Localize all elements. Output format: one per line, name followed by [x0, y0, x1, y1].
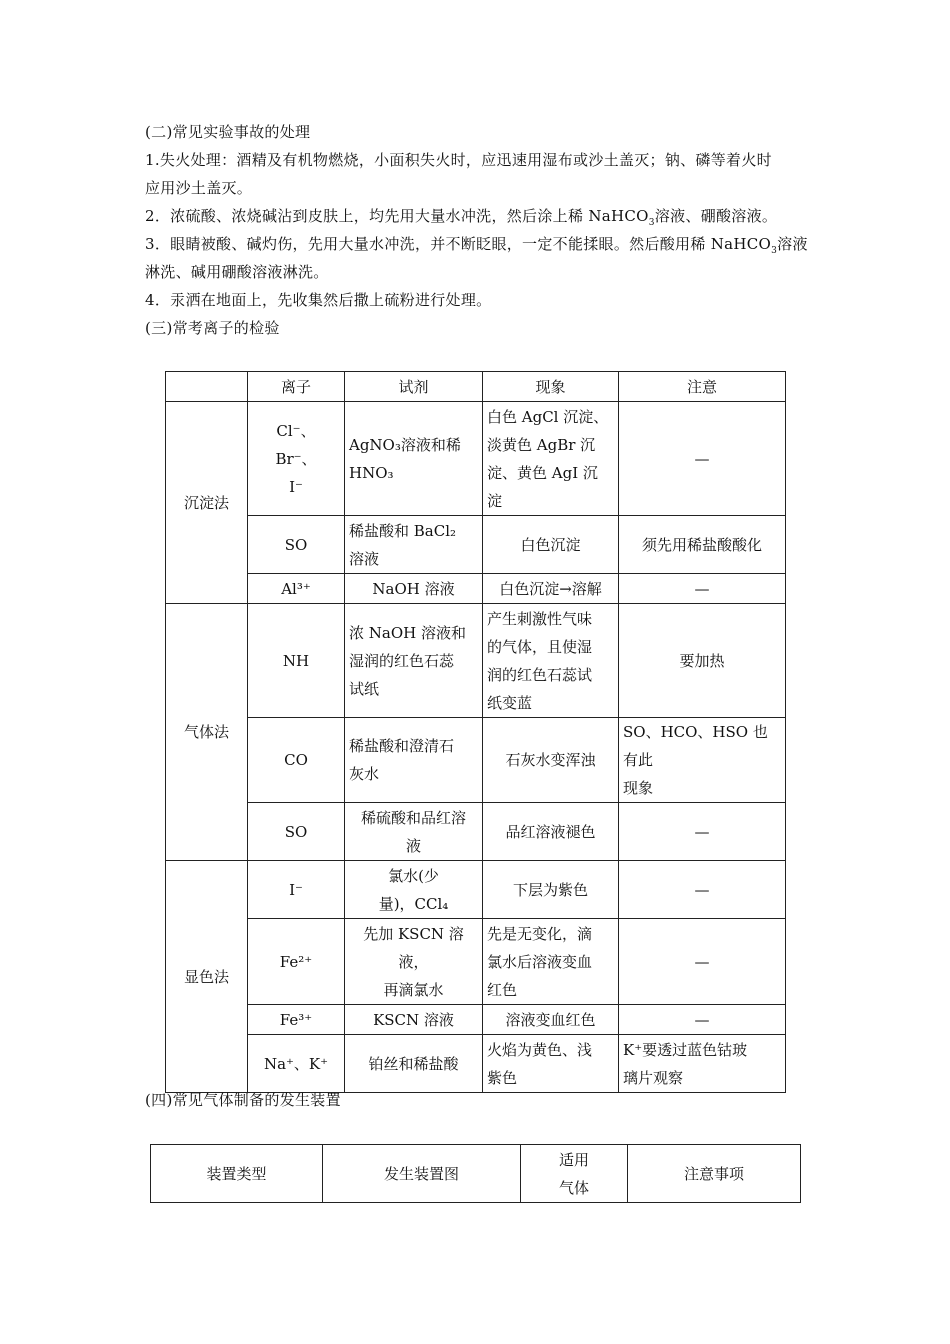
reagent-cell: 先加 KSCN 溶液， 再滴氯水 [345, 919, 483, 1005]
ion-cell: SO [248, 516, 345, 574]
header-cell-reagent: 试剂 [345, 372, 483, 402]
phenomenon-cell: 白色沉淀 [483, 516, 619, 574]
table-header-row [166, 372, 786, 402]
reagent-cell: AgNO₃溶液和稀 HNO₃ [345, 402, 483, 516]
table-row [166, 402, 786, 516]
phenomenon-cell: 溶液变血红色 [483, 1005, 619, 1035]
note-cell: 须先用稀盐酸酸化 [619, 516, 786, 574]
note-cell: — [619, 402, 786, 516]
group-label-color: 显色法 [166, 861, 248, 1093]
note-cell: — [619, 919, 786, 1005]
note-cell: — [619, 574, 786, 604]
section-title-gas-devices: (四)常见气体制备的发生装置 [145, 1091, 341, 1109]
reagent-cell: 稀盐酸和 BaCl₂ 溶液 [345, 516, 483, 574]
phenomenon-cell: 品红溶液褪色 [483, 803, 619, 861]
table-row [166, 861, 786, 919]
phenomenon-cell: 白色沉淀→溶解 [483, 574, 619, 604]
group-label-precipitation: 沉淀法 [166, 402, 248, 604]
ion-test-table [165, 371, 786, 1093]
table-row [166, 604, 786, 718]
accident-item-1-cont: 应用沙土盖灭。 [145, 179, 253, 197]
table-row [166, 919, 786, 1005]
reagent-cell: 稀盐酸和澄清石 灰水 [345, 718, 483, 803]
table-header-row [151, 1145, 801, 1203]
ion-cell: Fe²⁺ [248, 919, 345, 1005]
header-cell-empty [166, 372, 248, 402]
note-cell: SO、HCO、HSO 也有此 现象 [619, 718, 786, 803]
table-row [166, 574, 786, 604]
ion-cell: Fe³⁺ [248, 1005, 345, 1035]
reagent-cell: NaOH 溶液 [345, 574, 483, 604]
accident-item-4: 4．汞洒在地面上，先收集然后撒上硫粉进行处理。 [145, 291, 492, 309]
gas-device-table [150, 1144, 801, 1203]
section-title-accidents: (二)常见实验事故的处理 [145, 123, 311, 141]
header-cell-note: 注意 [619, 372, 786, 402]
header-cell-ion: 离子 [248, 372, 345, 402]
header-cell-device-diagram: 发生装置图 [323, 1145, 521, 1203]
accident-item-3: 3．眼睛被酸、碱灼伤，先用大量水冲洗，并不断眨眼，一定不能揉眼。然后酸用稀 NaHCO$_3$溶液 [145, 235, 808, 256]
note-cell: — [619, 1005, 786, 1035]
header-cell-phenomenon: 现象 [483, 372, 619, 402]
group-label-gas: 气体法 [166, 604, 248, 861]
table-row [166, 718, 786, 803]
header-cell-applicable-gas: 适用 气体 [521, 1145, 628, 1203]
header-cell-notes: 注意事项 [628, 1145, 801, 1203]
ion-cell: Al³⁺ [248, 574, 345, 604]
section-title-ion-tests: (三)常考离子的检验 [145, 319, 280, 337]
note-cell: — [619, 861, 786, 919]
note-cell: — [619, 803, 786, 861]
ion-cell: Cl⁻、 Br⁻、 I⁻ [248, 402, 345, 516]
reagent-cell: 稀硫酸和品红溶 液 [345, 803, 483, 861]
phenomenon-cell: 白色 AgCl 沉淀、 淡黄色 AgBr 沉 淀、黄色 AgI 沉 淀 [483, 402, 619, 516]
phenomenon-cell: 火焰为黄色、浅 紫色 [483, 1035, 619, 1093]
reagent-cell: 浓 NaOH 溶液和 湿润的红色石蕊 试纸 [345, 604, 483, 718]
reagent-cell: 铂丝和稀盐酸 [345, 1035, 483, 1093]
header-cell-device-type: 装置类型 [151, 1145, 323, 1203]
phenomenon-cell: 石灰水变浑浊 [483, 718, 619, 803]
accident-item-2: 2．浓硫酸、浓烧碱沾到皮肤上，均先用大量水冲洗，然后涂上稀 NaHCO$_3$溶液、硼酸溶液。 [145, 207, 778, 228]
ion-cell: I⁻ [248, 861, 345, 919]
ion-cell: NH [248, 604, 345, 718]
reagent-cell: KSCN 溶液 [345, 1005, 483, 1035]
phenomenon-cell: 产生刺激性气味 的气体，且使湿 润的红色石蕊试 纸变蓝 [483, 604, 619, 718]
note-cell: K⁺要透过蓝色钴玻 璃片观察 [619, 1035, 786, 1093]
note-cell: 要加热 [619, 604, 786, 718]
reagent-cell: 氯水(少 量)，CCl₄ [345, 861, 483, 919]
table-row [166, 803, 786, 861]
table-row [166, 1035, 786, 1093]
accident-item-1: 1.失火处理：酒精及有机物燃烧，小面积失火时，应迅速用湿布或沙土盖灭；钠、磷等着火时 [145, 151, 772, 169]
ion-cell: Na⁺、K⁺ [248, 1035, 345, 1093]
table-row [166, 1005, 786, 1035]
ion-cell: SO [248, 803, 345, 861]
phenomenon-cell: 下层为紫色 [483, 861, 619, 919]
phenomenon-cell: 先是无变化，滴 氯水后溶液变血 红色 [483, 919, 619, 1005]
accident-item-3-cont: 淋洗、碱用硼酸溶液淋洗。 [145, 263, 329, 281]
table-row [166, 516, 786, 574]
ion-cell: CO [248, 718, 345, 803]
